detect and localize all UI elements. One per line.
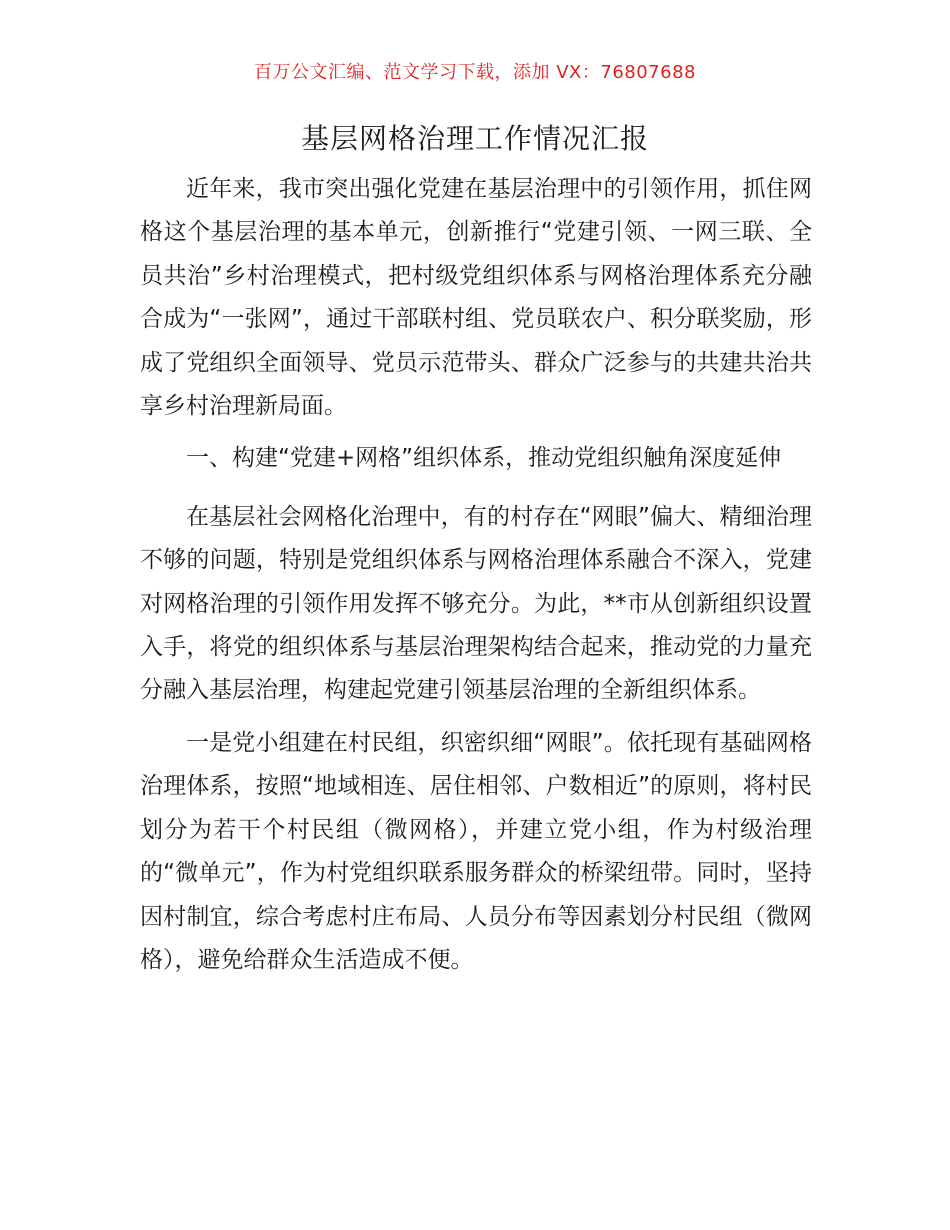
- document-body: [140, 168, 812, 982]
- paragraph-section-1: 在基层社会网格化治理中，有的村存在“网眼”偏大、精细治理不够的问题，特别是党组织体系与网格治理体系融合不深入，党建对网格治理的引领作用发挥不够充分。为此，**市从创新组织设置入手，将党的组织体系与基层治理架构结合起来，推动党的力量充分融入基层治理，构建起党建引领基层治理的全新组织体系。: [140, 503, 812, 704]
- paragraph-point-1: 一是党小组建在村民组，织密织细“网眼”。依托现有基础网格治理体系，按照“地域相连、居住相邻、户数相近”的原则，将村民划分为若干个村民组（微网格），并建立党小组，作为村级治理的“微单元”，作为村党组织联系服务群众的桥梁纽带。同时，坚持因村制宜，综合考虑村庄布局、人员分布等因素划分村民组（微网格），避免给群众生活造成不便。: [140, 729, 812, 973]
- paragraph-spacer: [140, 428, 812, 437]
- paragraph-spacer: [140, 481, 812, 496]
- section-heading-1: 一、构建“党建+网格”组织体系，推动党组织触角深度延伸: [186, 445, 782, 472]
- document-title: 基层网格治理工作情况汇报: [300, 122, 649, 155]
- paragraph-intro: 近年来，我市突出强化党建在基层治理中的引领作用，抓住网格这个基层治理的基本单元，创新推行“党建引领、一网三联、全员共治”乡村治理模式，把村级党组织体系与网格治理体系充分融合成为“一张网”，通过干部联村组、党员联农户、积分联奖励，形成了党组织全面领导、党员示范带头、群众广泛参与的共建共治共享乡村治理新局面。: [140, 176, 812, 420]
- header-banner: 百万公文汇编、范文学习下载，添加 VX：76807688: [254, 62, 696, 83]
- paragraph-spacer: [140, 713, 812, 722]
